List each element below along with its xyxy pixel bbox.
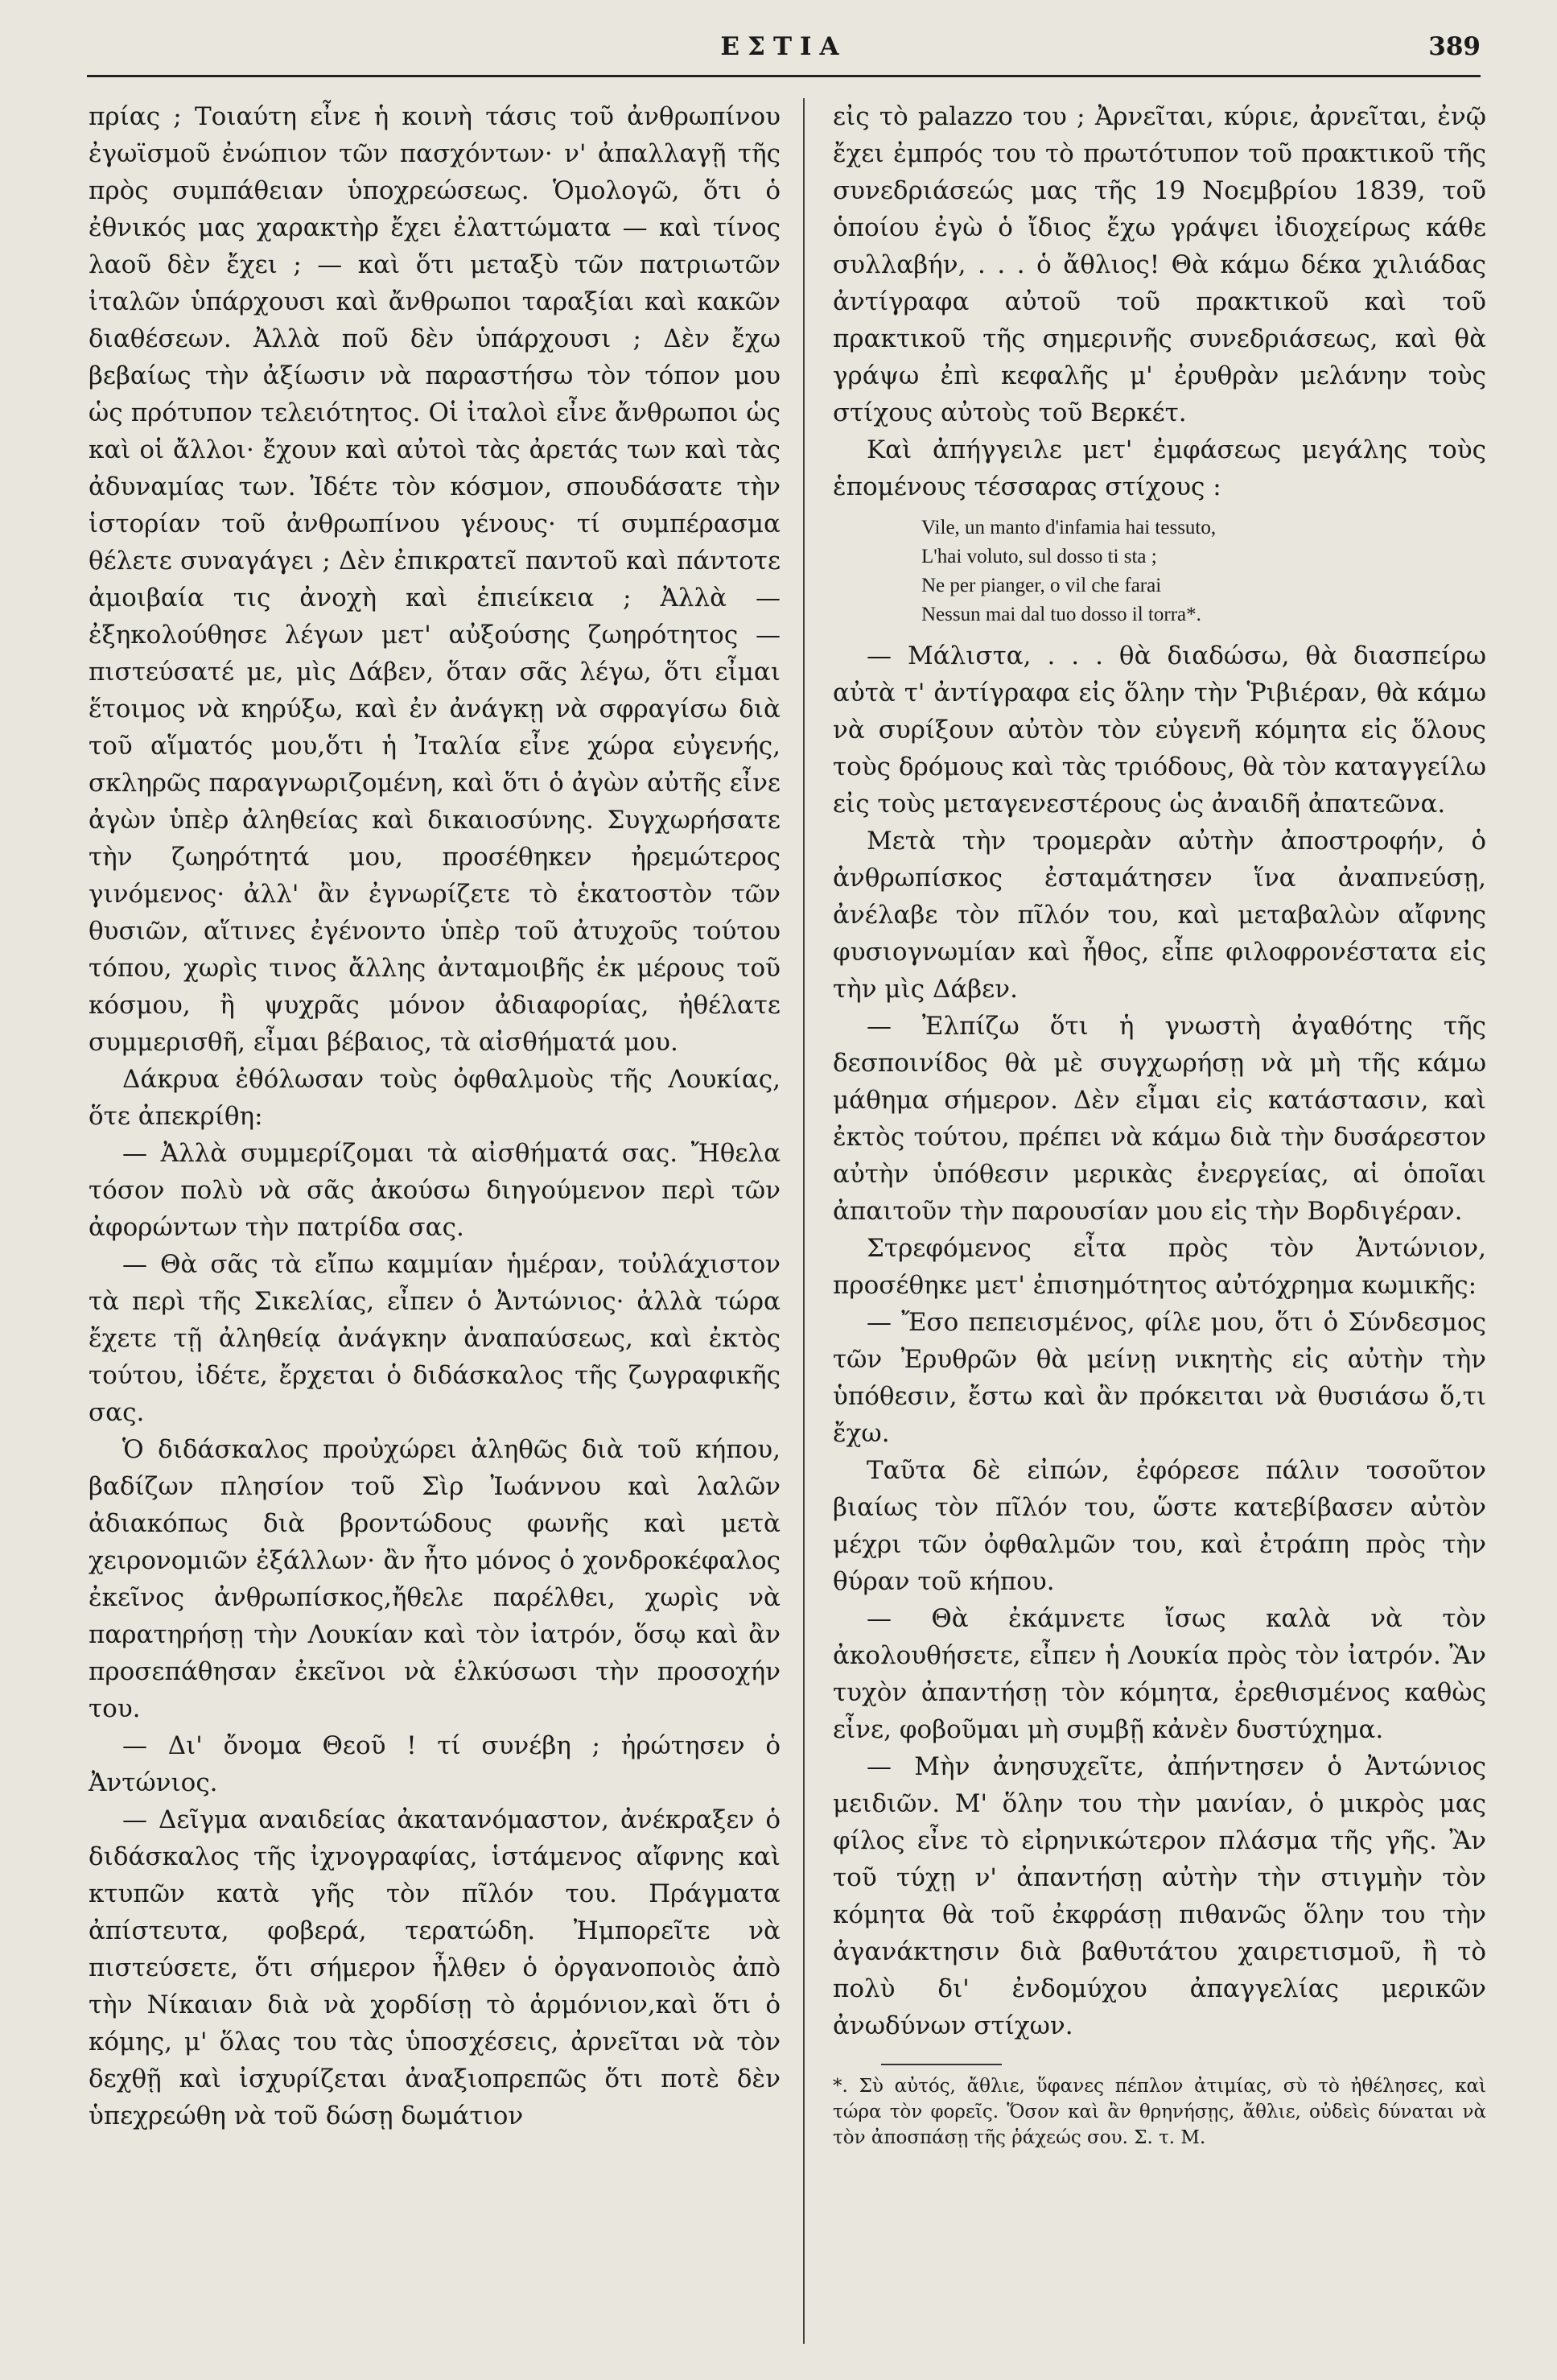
paragraph: Μετὰ τὴν τρομερὰν αὐτὴν ἀποστροφήν, ὁ ἀνθρωπίσκος ἐσταμάτησεν ἵνα ἀναπνεύσῃ, ἀνέλαβε τὸν πῖλόν του, καὶ μεταβαλὼν αἴφνης φυσιογνωμίαν καὶ ἦθος, εἶπε φιλοφρονέστατα εἰς τὴν μὶς Δάβεν. [833,827,1486,1004]
dialogue-line: — Θὰ σᾶς τὰ εἴπω καμμίαν ἡμέραν, τοὐλάχιστον τὰ περὶ τῆς Σικελίας, εἶπεν ὁ Ἀντώνιος· ἀλλὰ τώρα ἔχετε τῇ ἀληθείᾳ ἀνάγκην ἀναπαύσεως, καὶ ἐκτὸς τούτου, ἰδέτε, ἔρχεται ὁ διδάσκαλος τῆς ζωγραφικῆς σας. [89,1250,781,1427]
paragraph: εἰς τὸ palazzo του ; Ἀρνεῖται, κύριε, ἀρνεῖται, ἐνῷ ἔχει ἐμπρός του τὸ πρωτότυπον τοῦ πρακτικοῦ τῆς συνεδριάσεώς μας τῆς 19 Νοεμβρίου 1839, τοῦ ὁποίου ἐγὼ ὁ ἴδιος ἔχω γράψει ἰδιοχείρως κάθε συλλαβήν, . . . ὁ ἄθλιος! Θὰ κάμω δέκα χιλιάδας ἀντίγραφα αὐτοῦ τοῦ πρακτικοῦ καὶ τοῦ πρακτικοῦ τῆς σημερινῆς συνεδριάσεως, καὶ θὰ γράψω ἐπὶ κεφαλῆς μ' ἐρυθρὰν μελάνην τοὺς στίχους αὐτοὺς τοῦ Βερκέτ. [833,102,1486,427]
column-divider [803,98,805,2344]
italian-verse [921,514,1486,629]
dialogue-line: — Ἐλπίζω ὅτι ἡ γνωστὴ ἀγαθότης τῆς δεσποινίδος θὰ μὲ συγχωρήσῃ νὰ μὴ τῆς κάμω μάθημα σήμερον. Δὲν εἶμαι εἰς κατάστασιν, καὶ ἐκτὸς τούτου, πρέπει νὰ κάμω διὰ τὴν δυσάρεστον αὐτὴν ὑπόθεσιν μερικὰς ἐνεργείας, αἱ ὁποῖαι ἀπαιτοῦν τὴν παρουσίαν μου εἰς τὴν Βορδιγέραν. [833,1012,1486,1226]
paragraph: Ταῦτα δὲ εἰπών, ἐφόρεσε πάλιν τοσοῦτον βιαίως τὸν πῖλόν του, ὥστε κατεβίβασεν αὐτὸν μέχρι τῶν ὀφθαλμῶν του, καὶ ἐτράπη πρὸς τὴν θύραν τοῦ κήπου. [833,1456,1486,1596]
header-rule [87,75,1481,77]
footnote: *. Σὺ αὐτός, ἄθλιε, ὕφανες πέπλον ἀτιμίας, σὺ τὸ ἠθέλησες, καὶ τώρα τὸν φορεῖς. Ὅσον καὶ ἂν θρηνήσῃς, ἄθλιε, οὐδεὶς δύναται νὰ τὸν ἀποσπάσῃ τῆς ῥάχεώς σου. Σ. τ. Μ. [833,2076,1486,2148]
dialogue-line: — Ἔσο πεπεισμένος, φίλε μου, ὅτι ὁ Σύνδεσμος τῶν Ἐρυθρῶν θὰ μείνῃ νικητὴς εἰς αὐτὴν τὴν ὑπόθεσιν, ἔστω καὶ ἂν πρόκειται νὰ θυσιάσω ὅ,τι ἔχω. [833,1308,1486,1448]
right-column [833,98,1486,2151]
dialogue-line: — Μάλιστα, . . . θὰ διαδώσω, θὰ διασπείρω αὐτὰ τ' ἀντίγραφα εἰς ὅλην τὴν Ῥιβιέραν, θὰ κάμω νὰ συρίξουν αὐτὸν τὸν εὐγενῆ κόμητα εἰς ὅλους τοὺς δρόμους καὶ τὰς τριόδους, θὰ τὸν καταγγείλω εἰς τοὺς μεταγενεστέρους ὡς ἀναιδῆ ἀπατεῶνα. [833,641,1486,819]
running-header [87,32,1481,74]
left-column [89,98,781,2135]
verse-line: Vile, un manto d'infamia hai tessuto, [921,517,1217,538]
journal-title: ΕΣΤΙΑ [720,32,847,61]
dialogue-line: — Θὰ ἐκάμνετε ἴσως καλὰ νὰ τὸν ἀκολουθήσετε, εἶπεν ἡ Λουκία πρὸς τὸν ἰατρόν. Ἂν τυχὸν ἀπαντήσῃ τὸν κόμητα, ἐρεθισμένος καθὼς εἶνε, φοβοῦμαι μὴ συμβῇ κἀνὲν δυστύχημα. [833,1604,1486,1744]
footnote-rule [881,2064,1002,2065]
paragraph: πρίας ; Τοιαύτη εἶνε ἡ κοινὴ τάσις τοῦ ἀνθρωπίνου ἐγωϊσμοῦ ἐνώπιον τῶν πασχόντων· ν' ἀπαλλαγῇ τῆς πρὸς συμπάθειαν ὑποχρεώσεως. Ὁμολογῶ, ὅτι ὁ ἐθνικός μας χαρακτὴρ ἔχει ἐλαττώματα — καὶ τίνος λαοῦ δὲν ἔχει ; — καὶ ὅτι μεταξὺ τῶν πατριωτῶν ἰταλῶν ὑπάρχουσι καὶ ἄνθρωποι ταραξίαι καὶ κακῶν διαθέσεων. Ἀλλὰ ποῦ δὲν ὑπάρχουσι ; Δὲν ἔχω βεβαίως τὴν ἀξίωσιν νὰ παραστήσω τὸν τόπον μου ὡς πρότυπον τελειότητος. Οἱ ἰταλοὶ εἶνε ἄνθρωποι ὡς καὶ οἱ ἄλλοι· ἔχουν καὶ αὐτοὶ τὰς ἀρετάς των καὶ τὰς ἀδυναμίας των. Ἰδέτε τὸν κόσμον, σπουδάσατε τὴν ἱστορίαν τοῦ ἀνθρωπίνου γένους· τί συμπέρασμα θέλετε συναγάγει ; Δὲν ἐπικρατεῖ παντοῦ καὶ πάντοτε ἀμοιβαία τις ἀνοχὴ καὶ ἐπιείκεια ; Ἀλλὰ — ἐξηκολούθησε λέγων μετ' αὐξούσης ζωηρότητος — πιστεύσατέ με, μὶς Δάβεν, ὅταν σᾶς λέγω, ὅτι εἶμαι ἕτοιμος νὰ κηρύξω, καὶ ἐν ἀνάγκῃ νὰ σφραγίσω διὰ τοῦ αἵματός μου,ὅτι ἡ Ἰταλία εἶνε χώρα εὐγενής, σκληρῶς παραγνωριζομένη, καὶ ὅτι ὁ ἀγὼν αὐτῆς εἶνε ἀγὼν ὑπὲρ ἀληθείας καὶ δικαιοσύνης. Συγχωρήσατε τὴν ζωηρότητά μου, προσέθηκεν ἠρεμώτερος γινόμενος· ἀλλ' ἂν ἐγνωρίζετε τὸ ἑκατοστὸν τῶν θυσιῶν, αἵτινες ἐγένοντο ὑπὲρ τοῦ ἀτυχοῦς τούτου τόπου, χωρὶς τινος ἄλλης ἀνταμοιβῆς ἐκ μέρους τοῦ κόσμου, ἢ ψυχρᾶς μόνον ἀδιαφορίας, ἠθέλατε συμμερισθῆ, εἶμαι βέβαιος, τὰ αἰσθήματά μου. [89,102,781,1057]
verse-line: Ne per pianger, o vil che farai [921,575,1162,596]
verse-line: Nessun mai dal tuo dosso il torra*. [921,604,1201,625]
verse-line: L'hai voluto, sul dosso ti sta ; [921,546,1157,567]
paragraph: Ὁ διδάσκαλος προὐχώρει ἀληθῶς διὰ τοῦ κήπου, βαδίζων πλησίον τοῦ Σὶρ Ἰωάννου καὶ λαλῶν ἀδιακόπως διὰ βροντώδους φωνῆς καὶ μετὰ χειρονομιῶν ἐξάλλων· ἂν ἦτο μόνος ὁ χονδροκέφαλος ἐκεῖνος ἀνθρωπίσκος,ἤθελε παρέλθει, χωρὶς νὰ παρατηρήσῃ τὴν Λουκίαν καὶ τὸν ἰατρόν, ὅσῳ καὶ ἂν προσεπάθησαν ἐκεῖνοι νὰ ἑλκύσωσι τὴν προσοχήν του. [89,1435,781,1723]
paragraph: Στρεφόμενος εἶτα πρὸς τὸν Ἀντώνιον, προσέθηκε μετ' ἐπισημότητος αὐτόχρημα κωμικῆς: [833,1234,1486,1300]
paragraph: Δάκρυα ἐθόλωσαν τοὺς ὀφθαλμοὺς τῆς Λουκίας, ὅτε ἀπεκρίθη: [89,1065,781,1131]
dialogue-line: — Ἀλλὰ συμμερίζομαι τὰ αἰσθήματά σας. Ἤθελα τόσον πολὺ νὰ σᾶς ἀκούσω διηγούμενον περὶ τῶν ἀφορώντων τὴν πατρίδα σας. [89,1139,781,1242]
paragraph: Καὶ ἀπήγγειλε μετ' ἐμφάσεως μεγάλης τοὺς ἑπομένους τέσσαρας στίχους : [833,435,1486,501]
dialogue-line: — Δεῖγμα αναιδείας ἀκατανόμαστον, ἀνέκραξεν ὁ διδάσκαλος τῆς ἰχνογραφίας, ἱστάμενος αἴφνης καὶ κτυπῶν κατὰ γῆς τὸν πῖλόν του. Πράγματα ἀπίστευτα, φοβερά, τερατώδη. Ἠμπορεῖτε νὰ πιστεύσετε, ὅτι σήμερον ἦλθεν ὁ ὀργανοποιὸς ἀπὸ τὴν Νίκαιαν διὰ νὰ χορδίσῃ τὸ ἁρμόνιον,καὶ ὅτι ὁ κόμης, μ' ὅλας του τὰς ὑποσχέσεις, ἀρνεῖται νὰ τὸν δεχθῇ καὶ ἰσχυρίζεται ἀναξιοπρεπῶς ὅτι ποτὲ δὲν ὑπεχρεώθη νὰ τοῦ δώσῃ δωμάτιον [89,1805,781,2130]
page-number: 389 [1428,32,1481,61]
dialogue-line: — Μὴν ἀνησυχεῖτε, ἀπήντησεν ὁ Ἀντώνιος μειδιῶν. Μ' ὅλην του τὴν μανίαν, ὁ μικρὸς μας φίλος εἶνε τὸ εἰρηνικώτερον πλάσμα τῆς γῆς. Ἂν τοῦ τύχῃ ν' ἀπαντήσῃ αὐτὴν τὴν στιγμὴν τὸν κόμητα θὰ τοῦ ἐκφράσῃ πιθανῶς ὅλην του τὴν ἀγανάκτησιν διὰ βαθυτάτου χαιρετισμοῦ, ἢ τὸ πολὺ δι' ἐνδομύχου ἀπαγγελίας μερικῶν ἀνωδύνων στίχων. [833,1752,1486,2040]
dialogue-line: — Δι' ὄνομα Θεοῦ ! τί συνέβη ; ἠρώτησεν ὁ Ἀντώνιος. [89,1731,781,1797]
